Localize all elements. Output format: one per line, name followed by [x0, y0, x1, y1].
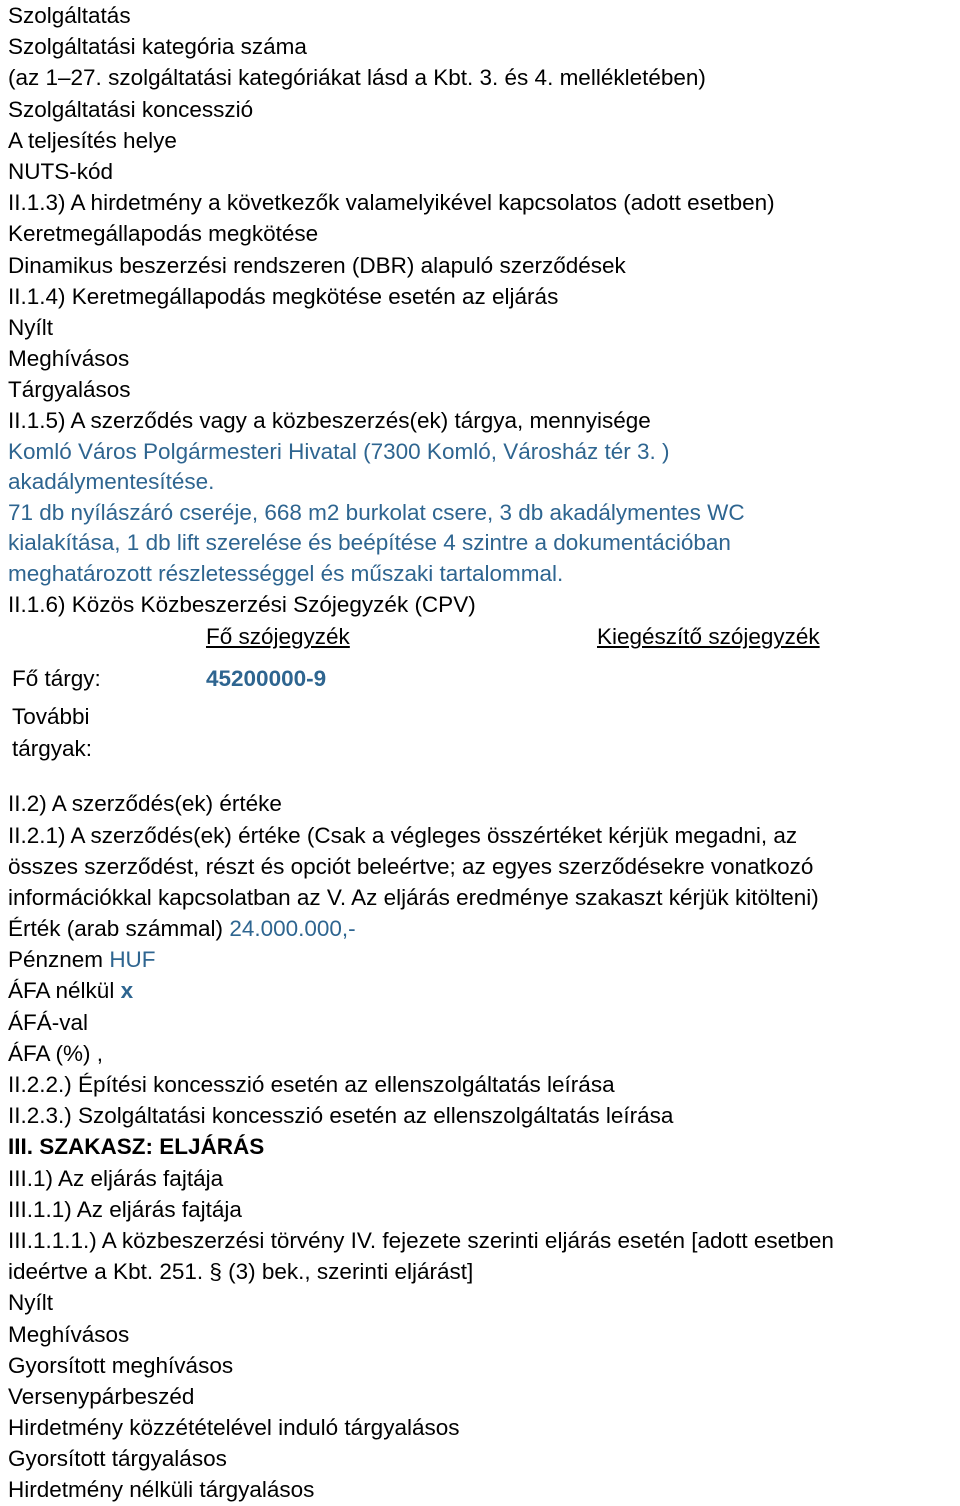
procedure-option: Meghívásos [8, 1321, 130, 1347]
text-line: Szolgáltatási kategória száma [8, 34, 307, 60]
subject-line: 71 db nyílászáró cseréje, 668 m2 burkolat csere, 3 db akadálymentes WC [8, 499, 745, 525]
text-line: Meghívásos [8, 346, 130, 372]
currency-label: Pénznem [8, 947, 110, 973]
text-line: II.1.3) A hirdetmény a következők valamelyikével kapcsolatos (adott esetben) [8, 190, 775, 216]
text-line: Nyílt [8, 314, 53, 340]
contract-subject-text [8, 437, 960, 590]
currency-row [8, 944, 960, 975]
text-line: (az 1–27. szolgáltatási kategóriákat lásd a Kbt. 3. és 4. mellékletében) [8, 65, 706, 91]
subject-line: meghatározott részletességgel és műszaki tartalommal. [8, 560, 564, 586]
cpv-heading: II.1.6) Közös Közbeszerzési Szójegyzék (CPV) [8, 592, 476, 618]
cpv-main-code: 45200000-9 [206, 666, 327, 692]
procedure-option: Gyorsított tárgyalásos [8, 1446, 227, 1472]
currency-value: HUF [109, 947, 156, 973]
value-heading: II.2) A szerződés(ek) értéke [8, 791, 282, 817]
vat-without-mark: x [120, 978, 134, 1004]
vat-without-label: ÁFA nélkül [8, 978, 121, 1004]
text-line: III.1.1) Az eljárás fajtája [8, 1196, 242, 1222]
procedure-option: Hirdetmény közzétételével induló tárgyalásos [8, 1415, 460, 1441]
cpv-other-objects-label-1: További [12, 704, 90, 730]
cpv-other-objects-label-2: tárgyak: [12, 736, 93, 762]
procedure-option: Nyílt [8, 1290, 53, 1316]
contract-value-section [8, 788, 960, 1069]
text-line: Szolgáltatási koncesszió [8, 96, 254, 122]
procedure-option: Hirdetmény nélküli tárgyalásos [8, 1477, 315, 1503]
subject-line: akadálymentesítése. [8, 469, 215, 495]
cpv-main-object-label: Fő tárgy: [12, 666, 101, 692]
text-block-top [8, 0, 960, 437]
cpv-table [8, 658, 960, 788]
value-description-line: információkkal kapcsolatban az V. Az eljárás eredménye szakaszt kérjük kitölteni) [8, 884, 819, 910]
procedure-type-list [8, 1163, 960, 1506]
cpv-supplementary-vocabulary-header: Kiegészítő szójegyzék [597, 624, 820, 650]
value-description-line: II.2.1) A szerződés(ek) értéke (Csak a végleges összértéket kérjük megadni, az [8, 822, 798, 848]
text-line: II.1.5) A szerződés vagy a közbeszerzés(ek) tárgya, mennyisége [8, 408, 651, 434]
text-line: II.1.4) Keretmegállapodás megkötése esetén az eljárás [8, 283, 559, 309]
text-line: III.1.1.1.) A közbeszerzési törvény IV. fejezete szerinti eljárás esetén [adott esetben [8, 1227, 834, 1253]
text-line: Keretmegállapodás megkötése [8, 221, 319, 247]
procedure-option: Gyorsított meghívásos [8, 1352, 234, 1378]
text-line: ideértve a Kbt. 251. § (3) bek., szerinti eljárást] [8, 1259, 474, 1285]
value-amount: 24.000.000,- [229, 916, 356, 942]
text-line: II.2.2.) Építési koncesszió esetén az ellenszolgáltatás leírása [8, 1072, 615, 1097]
value-amount-row [8, 913, 960, 944]
vat-with-row: ÁFÁ-val [8, 1009, 89, 1035]
section-heading: III. SZAKASZ: ELJÁRÁS [8, 1134, 265, 1160]
text-line: II.2.3.) Szolgáltatási koncesszió esetén az ellenszolgáltatás leírása [8, 1103, 674, 1129]
document-page [8, 0, 960, 1506]
text-line: A teljesítés helye [8, 127, 177, 153]
value-description-line: összes szerződést, részt és opciót beleértve; az egyes szerződésekre vonatkozó [8, 853, 814, 879]
cpv-main-vocabulary-header: Fő szójegyzék [206, 624, 350, 650]
subject-line: Komló Város Polgármesteri Hivatal (7300 Komló, Városház tér 3. ) [8, 438, 670, 464]
text-line: Dinamikus beszerzési rendszeren (DBR) alapuló szerződések [8, 252, 626, 278]
cpv-column-headers [8, 620, 960, 658]
text-line: NUTS-kód [8, 158, 114, 184]
value-amount-label: Érték (arab számmal) [8, 916, 230, 942]
text-line: III.1) Az eljárás fajtája [8, 1165, 224, 1191]
procedure-option: Versenypárbeszéd [8, 1383, 195, 1409]
vat-without-row [8, 975, 960, 1006]
text-line: Tárgyalásos [8, 377, 131, 403]
text-line: Szolgáltatás [8, 3, 131, 28]
vat-percent-row: ÁFA (%) , [8, 1040, 104, 1066]
subject-line: kialakítása, 1 db lift szerelése és beépítése 4 szintre a dokumentációban [8, 530, 731, 556]
